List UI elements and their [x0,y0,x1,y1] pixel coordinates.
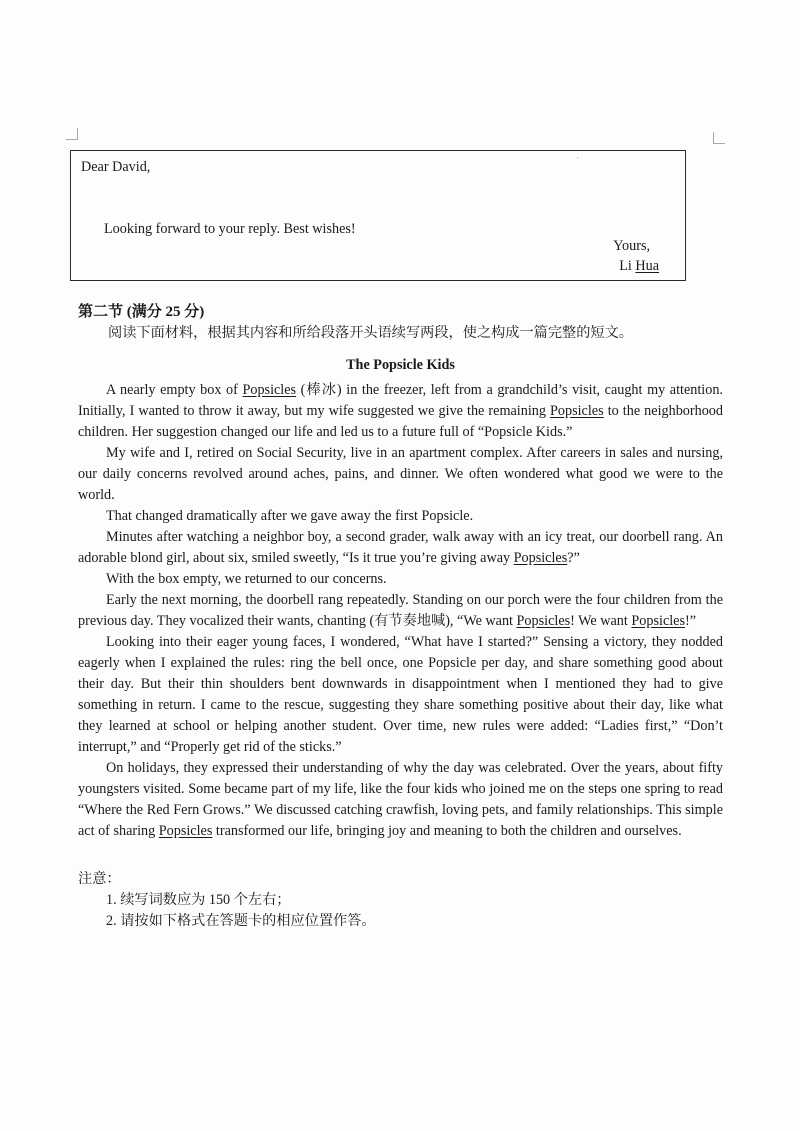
passage-paragraph [78,527,723,569]
letter-body-line: Looking forward to your reply. Best wishes! [104,221,356,237]
notes-section [78,869,723,932]
page-margin-mark-right [713,132,725,144]
underlined-word: Hua [635,258,659,274]
text-run: Early the next morning, the doorbell rang repeatedly. Standing on our porch were the four children from the previous day. They vocalized their wants, chanting (有节奏地喊), “We want [78,592,723,629]
text-run: ?” [567,550,580,566]
text-run: With the box empty, we returned to our concerns. [106,571,387,587]
passage-paragraphs [78,380,723,842]
text-run: !” [685,613,697,629]
letter-answer-box [70,150,686,281]
passage-paragraph [78,590,723,632]
underlined-word: Popsicles [631,613,686,629]
letter-closing: Yours, [613,238,651,254]
text-run: Li [619,258,636,274]
note-item: 2. 请按如下格式在答题卡的相应位置作答。 [106,913,376,929]
note-item: 1. 续写词数应为 150 个左右； [106,892,291,908]
letter-signature [619,256,659,276]
underlined-word: Popsicles [158,823,213,839]
text-run: transformed our life, bringing joy and meaning to both the children and ourselves. [212,823,682,839]
text-run: Looking into their eager young faces, I wondered, “What have I started?” Sensing a victory, they nodded eagerly when I explained the rules: ring the bell once, one Popsicle per day, and share something good about their day. But their thin shoulders bent downwards in disappointment when I mentioned they had to give something in return. I came to the rescue, suggesting they share something positive about their day, like what they learned at school or helping another student. Over time, new rules were added: “Ladies first,” “Don’t interrupt,” and “Properly get rid of the sticks.” [78,634,723,755]
section-instruction: 阅读下面材料，根据其内容和所给段落开头语续写两段，使之构成一篇完整的短文。 [108,325,633,341]
letter-close-block [613,236,659,276]
passage-title: The Popsicle Kids [346,357,455,373]
text-run: A nearly empty box of [106,382,243,398]
notes-label: 注意： [78,871,121,887]
underlined-word: Popsicles [513,550,568,566]
passage-paragraph [78,443,723,506]
text-run: My wife and I, retired on Social Security, live in an apartment complex. After careers in sales and nursing, our daily concerns revolved around aches, pains, and dinner. We often wondered what good we were to the world. [78,445,723,503]
underlined-word: Popsicles [550,403,604,419]
page-margin-mark-left [66,128,78,140]
letter-salutation: Dear David, [81,159,151,175]
passage-paragraph [78,506,723,527]
main-content [78,302,723,932]
passage-paragraph [78,632,723,758]
stray-mark: ˈ [576,155,580,167]
text-run: That changed dramatically after we gave away the first Popsicle. [106,508,474,524]
underlined-word: Popsicles [516,613,571,629]
passage-paragraph [78,380,723,443]
section-heading: 第二节 (满分 25 分) [78,304,205,320]
text-run: ! We want [570,613,632,629]
underlined-word: Popsicles [242,382,297,398]
passage-paragraph [78,569,723,590]
text-run: to the neighborhood children. Her suggestion changed our life and led us to a future full of “Popsicle Kids.” [78,403,723,440]
passage-paragraph [78,758,723,842]
text-run: On holidays, they expressed their understanding of why the day was celebrated. Over the years, about fifty youngsters visited. Some became part of my life, like the four kids who joined me on the steps one spring to read “Where the Red Fern Grows.” We discussed catching crawfish, loving pets, and family relationships. This simple act of sharing [78,760,723,839]
text-run: Minutes after watching a neighbor boy, a second grader, walk away with an icy treat, our doorbell rang. An adorable blond girl, about six, smiled sweetly, “Is it true you’re giving away [78,529,723,566]
text-run: (棒冰) in the freezer, left from a grandchild’s visit, caught my attention. Initially, I wanted to throw it away, but my wife suggested we give the remaining [78,382,723,419]
